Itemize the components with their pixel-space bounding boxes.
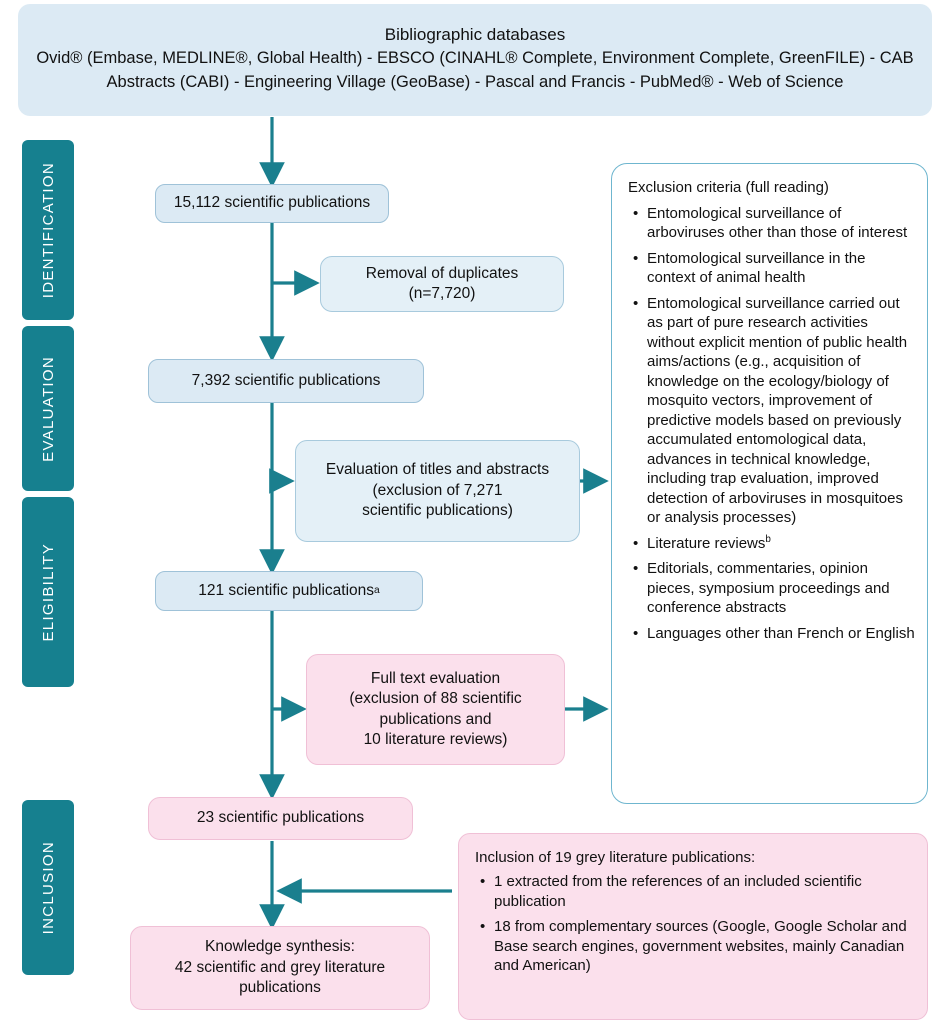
stage-eligibility-label: ELIGIBILITY: [39, 542, 57, 642]
grey-literature-panel: [458, 833, 928, 1020]
exclusion-criteria-panel: [611, 163, 928, 804]
synthesis-line2: 42 scientific and grey literature: [174, 958, 386, 976]
banner-title: Bibliographic databases: [384, 25, 566, 45]
title-abstract-line2: (exclusion of 7,271: [372, 481, 503, 499]
fulltext-line4: 10 literature reviews): [363, 730, 508, 748]
fulltext-line2: (exclusion of 88 scientific: [349, 690, 522, 708]
eligible-footnote-marker: a: [374, 585, 380, 597]
fulltext-line3: publications and: [379, 710, 492, 728]
duplicates-removed-line1: Removal of duplicates: [365, 264, 519, 282]
fulltext-line1: Full text evaluation: [370, 669, 501, 687]
included-publications-label: 23 scientific publications: [196, 809, 365, 827]
exclusion-criteria-title: Exclusion criteria (full reading): [628, 179, 829, 196]
exclusion-criteria-item: • Languages other than French or English: [647, 624, 915, 644]
banner-sources: Ovid® (Embase, MEDLINE®, Global Health) - EBSCO (CINAHL® Complete, Environment Complete, GreenFILE) - CAB Abstracts (CABI) - Engineering Village (GeoBase) - Pascal and Francis - PubMed® - Web of Science: [36, 49, 914, 91]
eligible-publications-label: 121 scientific publications: [198, 581, 375, 599]
after-duplicates-label: 7,392 scientific publications: [191, 371, 381, 389]
duplicates-removed-line2: (n=7,720): [408, 285, 476, 302]
duplicates-removed-box: [320, 256, 564, 312]
after-duplicates-box: [148, 359, 424, 403]
exclusion-criteria-item: [647, 534, 915, 554]
stage-evaluation: [22, 326, 74, 491]
included-publications-box: [148, 797, 413, 840]
stage-eligibility: [22, 497, 74, 687]
stage-evaluation-label: EVALUATION: [39, 355, 57, 462]
synthesis-line1: Knowledge synthesis:: [205, 938, 355, 956]
stage-identification: [22, 140, 74, 320]
title-abstract-screening-box: [295, 440, 580, 542]
records-identified-label: 15,112 scientific publications: [173, 194, 371, 212]
title-abstract-line1: Evaluation of titles and abstracts: [325, 461, 550, 479]
grey-literature-list: [475, 872, 915, 976]
stage-identification-label: IDENTIFICATION: [39, 161, 57, 299]
grey-literature-item: • 1 extracted from the references of an included scientific publication: [494, 872, 915, 911]
stage-inclusion: [22, 800, 74, 975]
exclusion-criteria-item-text: Literature reviews: [647, 534, 766, 552]
grey-literature-title: Inclusion of 19 grey literature publications:: [475, 849, 756, 866]
records-identified-box: [155, 184, 389, 223]
exclusion-criteria-item: • Entomological surveillance of arboviruses other than those of interest: [647, 204, 915, 243]
exclusion-criteria-list: [628, 204, 915, 644]
literature-reviews-footnote-marker: b: [765, 533, 771, 545]
title-abstract-line3: scientific publications): [362, 502, 513, 520]
exclusion-criteria-item: • Entomological surveillance in the context of animal health: [647, 249, 915, 288]
synthesis-line3: publications: [239, 979, 321, 997]
knowledge-synthesis-box: [130, 926, 430, 1010]
grey-literature-item: • 18 from complementary sources (Google, Google Scholar and Base search engines, government websites, mainly Canadian and American): [494, 917, 915, 976]
fulltext-evaluation-box: [306, 654, 565, 765]
exclusion-criteria-item: • Entomological surveillance carried out as part of pure research activities without explicit mention of public health aims/actions (e.g., acquisition of knowledge on the ecology/biology of mosquito vectors, improvement of predictive models based on previously accumulated entomological data, advances in technical knowledge, including trap evaluation, improved detection of arboviruses in mosquitoes or analysis processes): [647, 294, 915, 528]
stage-inclusion-label: INCLUSION: [39, 840, 57, 935]
exclusion-criteria-item: • Editorials, commentaries, opinion pieces, symposium proceedings and conference abstracts: [647, 559, 915, 618]
bibliographic-databases-banner: [18, 4, 932, 116]
eligible-publications-box: [155, 571, 423, 611]
